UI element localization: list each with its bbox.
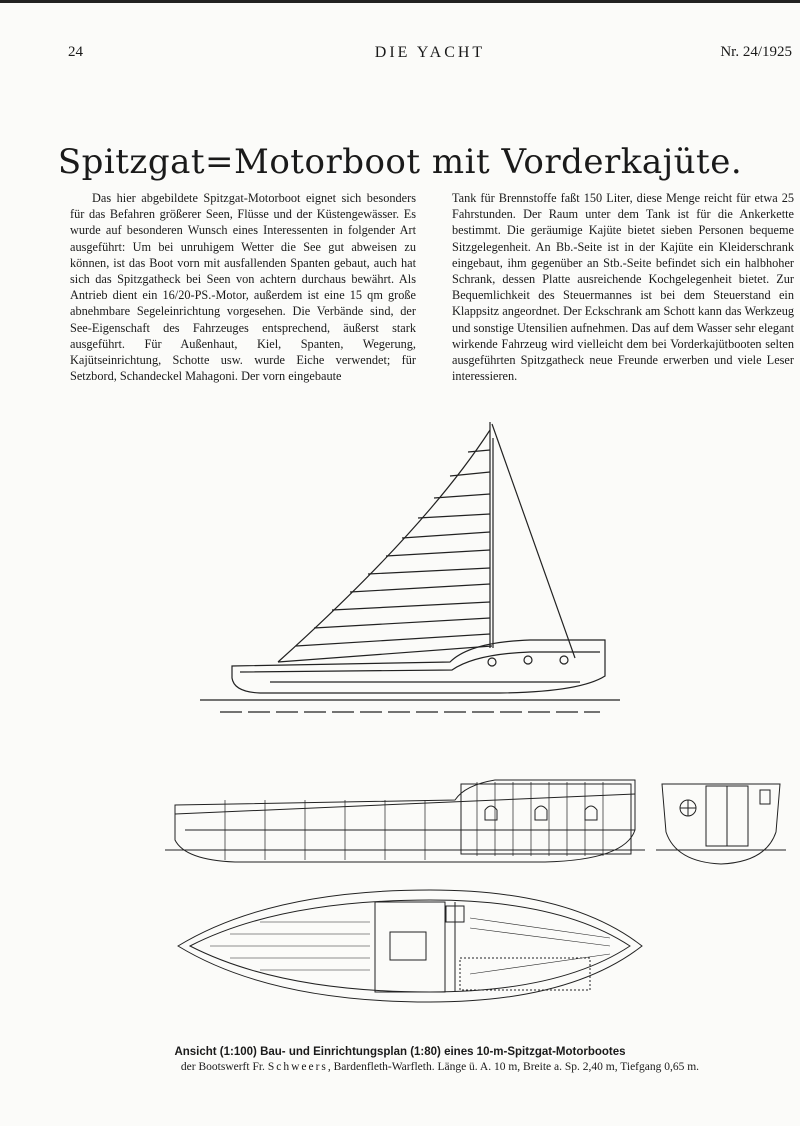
top-rule [0, 0, 800, 3]
article-title: Spitzgat=Motorboot mit Vorderkajüte. [57, 142, 743, 182]
figure-caption-title: Ansicht (1:100) Bau- und Einrichtungsplan (1:80) eines 10-m-Spitzgat-Motorbootes [174, 1046, 626, 1058]
journal-title: DIE YACHT [374, 44, 486, 61]
text-column-left [70, 190, 416, 384]
body-paragraph-right: Tank für Brennstoffe faßt 150 Liter, diese Menge reicht für etwa 25 Fahrstunden. Der Raum unter dem Tank ist für die Ankerkette bestimmt. Die geräumige Kajüte bietet sieben Personen bequeme Sitzgelegenheit. An Bb.-Seite ist in der Kajüte ein Kleiderschrank eingebaut, ihm gegenüber an Stb.-Seite befindet sich ein halbhoher Schrank, dessen Platte ausreichende Kochgelegenheit bietet. Zur Bequemlichkeit des Steuermannes ist bei dem Steuerstand ein Klappsitz angeordnet. Der Eckschrank am Schott kann das Werkzeug und sonstige Utensilien aufnehmen. Das auf dem Wasser sehr elegant wirkende Fahrzeug wird vielleicht dem bei Vorderkajütbooten selten ausgeführten Spitzgatheck neue Freunde erwerben und viele Leser interessieren. [452, 191, 794, 384]
cross-section-drawing [656, 772, 786, 872]
shipyard-name: Schweers [267, 1061, 328, 1073]
caption-suffix: , Bardenfleth-Warfleth. Länge ü. A. 10 m, Breite a. Sp. 2,40 m, Tiefgang 0,65 m. [327, 1061, 700, 1073]
section-drawing [165, 770, 645, 880]
figure-caption-details [0, 1061, 800, 1073]
issue-number: Nr. 24/1925 [720, 44, 792, 60]
page-number: 24 [68, 44, 83, 60]
body-paragraph-left: Das hier abgebildete Spitzgat-Motorboot eignet sich besonders für das Befahren größerer Seen, Flüsse und der Küstengewässer. Es wurde auf besonderen Wunsch eines Interessenten in folgender Art ausgeführt: Um bei unruhigem Wetter die See gut abweisen zu können, ist das Boot vorn mit ausfallenden Spanten gebaut, auch hat sich das Spitzgatheck bei Seen von achtern durchaus bewährt. Als Antrieb dient ein 16/20-PS.-Motor, außerdem ist eine 15 qm große abnehmbare Segeleinrichtung vorgesehen. Die Verbände sind, der See-Eigenschaft des Fahrzeuges entsprechend, äußerst stark ausgeführt. Für Außenhaut, Kiel, Spanten, Wegerung, Kajütseinrichtung, Schotte usw. wurde Eiche verwendet; für Setzbord, Schandeckel Mahagoni. Der vorn eingebaute [70, 191, 416, 384]
caption-prefix: der Bootswerft Fr. [180, 1061, 265, 1073]
running-header [68, 44, 792, 68]
plan-drawing [170, 888, 650, 1008]
side-view-drawing [200, 410, 620, 730]
text-column-right [452, 190, 794, 384]
